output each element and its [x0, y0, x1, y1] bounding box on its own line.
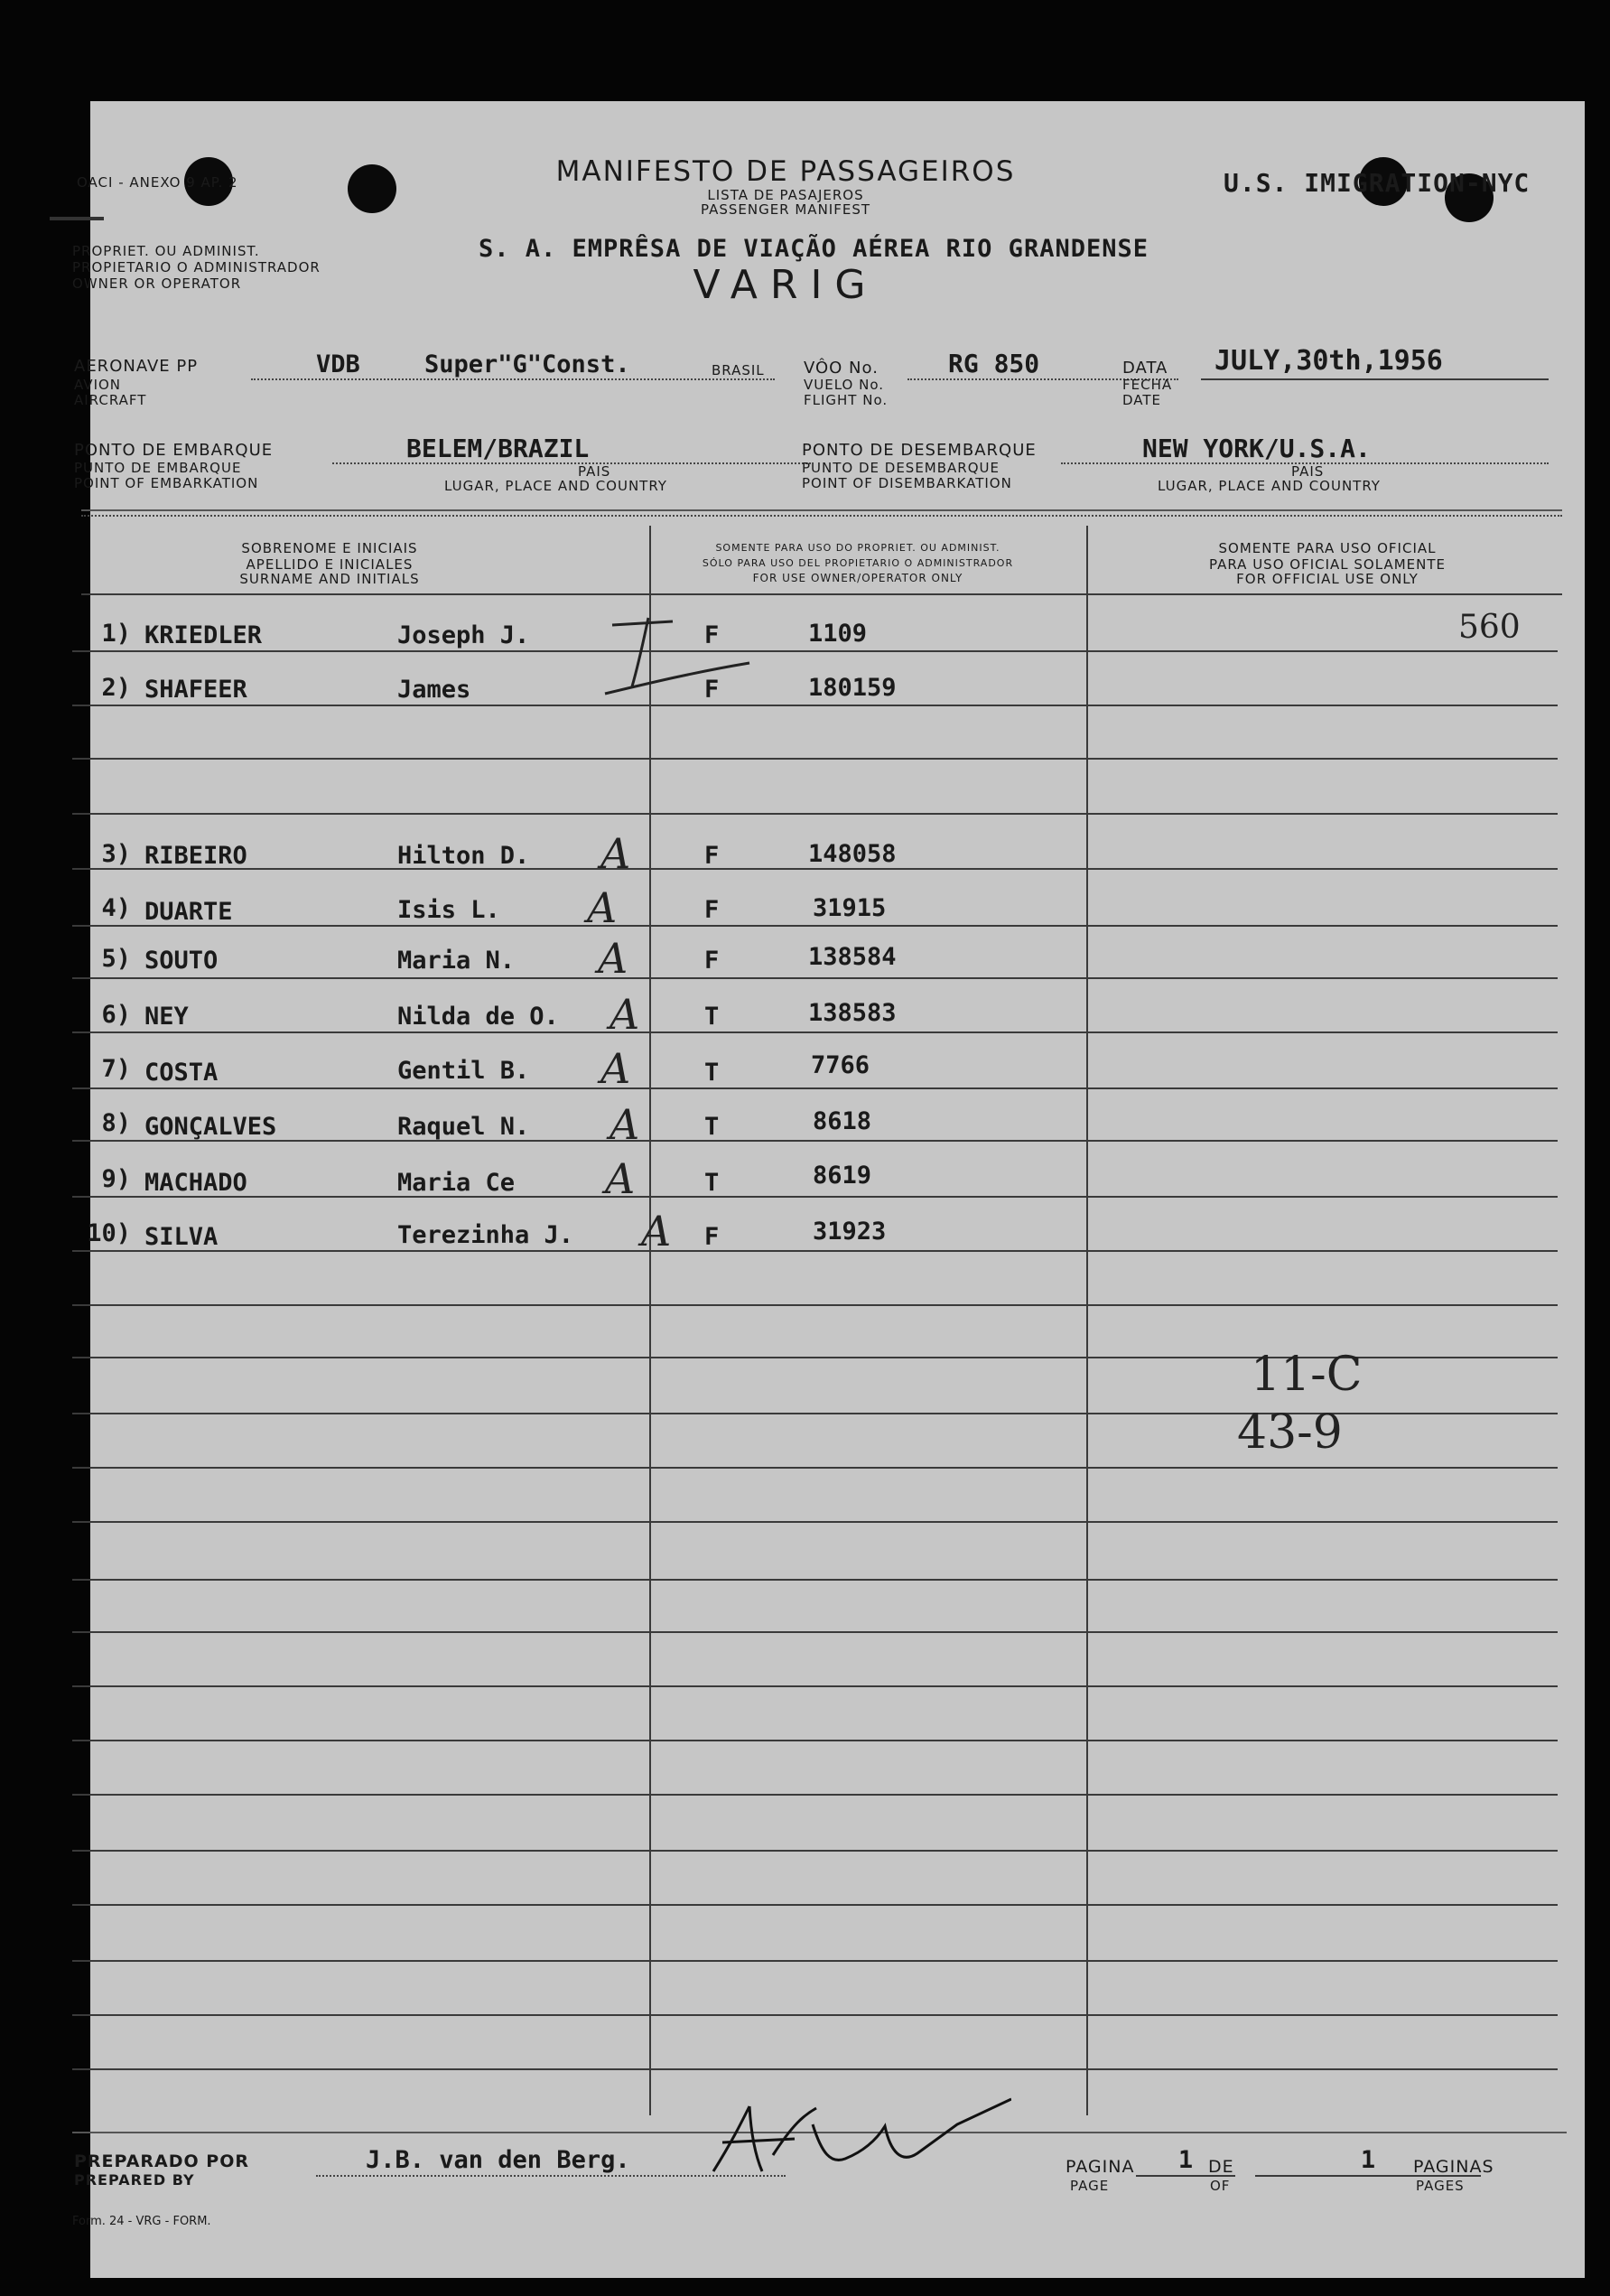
handwritten-mark: A [610, 990, 640, 1039]
row-number: 6) [101, 1001, 131, 1029]
col-name-es: APELLIDO E INICIALES [246, 556, 414, 573]
surname: GONÇALVES [144, 1113, 277, 1141]
page-label-en: PAGE [1070, 2178, 1110, 2194]
margin-mark [50, 217, 104, 220]
ruled-line [72, 1960, 1558, 1962]
ruled-line [72, 1521, 1558, 1523]
owner-label-en: OWNER OR OPERATOR [72, 275, 242, 292]
flight-label: VÔO No. [804, 359, 879, 378]
ruled-line [72, 1794, 1558, 1796]
prepared-label: PREPARADO POR [74, 2151, 250, 2171]
ticket-number: 8619 [813, 1162, 872, 1190]
ruled-line [72, 868, 1558, 870]
aircraft-type: Super"G"Const. [424, 350, 630, 378]
class-code: F [704, 621, 720, 649]
handwritten-mark: A [605, 1154, 636, 1203]
country-label: PAIS [578, 463, 611, 480]
embark-label: PONTO DE EMBARQUE [74, 441, 274, 460]
given-name: Isis L. [397, 896, 500, 924]
table-top-rule [81, 509, 1562, 511]
brasil-label: BRASIL [712, 362, 765, 378]
class-code: T [704, 1003, 720, 1031]
brand-name: VARIG [693, 262, 879, 308]
subtitle-en: PASSENGER MANIFEST [700, 201, 871, 218]
given-name: Maria N. [397, 947, 516, 975]
surname: NEY [144, 1003, 189, 1031]
row-number: 9) [101, 1165, 131, 1193]
handwritten-note: 11-C [1251, 1348, 1363, 1402]
fill-line [251, 378, 775, 380]
given-name: Raquel N. [397, 1113, 530, 1141]
ruled-line [72, 925, 1558, 927]
place-label-2: LUGAR, PLACE AND COUNTRY [1158, 478, 1381, 494]
flight-label-en: FLIGHT No. [804, 392, 889, 408]
column-divider [1086, 526, 1088, 2115]
ruled-line [72, 1740, 1558, 1741]
row-number: 2) [101, 674, 131, 702]
given-name: Hilton D. [397, 842, 530, 870]
ticket-number: 1109 [808, 620, 868, 648]
row-number: 4) [101, 894, 131, 922]
ticket-number: 31923 [813, 1218, 887, 1246]
col-official-es: PARA USO OFICIAL SOLAMENTE [1209, 556, 1446, 573]
ruled-line [72, 813, 1558, 815]
class-code: F [704, 896, 720, 924]
class-code: F [704, 1223, 720, 1251]
col-owner-pt: SOMENTE PARA USO DO PROPRIET. OU ADMINIST. [715, 542, 1000, 554]
row-number: 7) [101, 1055, 131, 1083]
of-label: DE [1208, 2157, 1234, 2177]
col-official-en: FOR OFFICIAL USE ONLY [1236, 571, 1419, 587]
ruled-line [72, 1685, 1558, 1687]
row-number: 3) [101, 840, 131, 868]
embark-label-en: POINT OF EMBARKATION [74, 475, 259, 491]
surname: COSTA [144, 1059, 219, 1087]
ticket-number: 8618 [813, 1107, 872, 1135]
class-code: T [704, 1169, 720, 1197]
ruled-line [72, 1087, 1558, 1089]
ruled-line [72, 1304, 1558, 1306]
prepared-label-en: PREPARED BY [74, 2171, 195, 2189]
ruled-line [72, 1579, 1558, 1581]
col-owner-en: FOR USE OWNER/OPERATOR ONLY [752, 572, 963, 584]
flight-label-es: VUELO No. [804, 377, 885, 393]
handwritten-mark: A [641, 1207, 672, 1255]
owner-label-es: PROPIETARIO O ADMINISTRADOR [72, 259, 321, 275]
ticket-number: 7766 [811, 1051, 870, 1079]
surname: KRIEDLER [144, 621, 263, 649]
ruled-line [72, 1031, 1558, 1033]
official-number: 560 [1458, 609, 1521, 646]
ruled-line [72, 2014, 1558, 2016]
header-rule [81, 593, 1562, 595]
ruled-line [72, 705, 1558, 706]
class-code: F [704, 676, 720, 704]
handwritten-mark: A [610, 1100, 640, 1149]
subtitle-es: LISTA DE PASAJEROS [707, 187, 864, 203]
manifest-title: MANIFESTO DE PASSAGEIROS [555, 155, 1016, 188]
ticket-number: 138584 [808, 943, 897, 971]
ruled-line [72, 1467, 1558, 1469]
handwritten-note: 43-9 [1237, 1405, 1343, 1460]
ticket-number: 138583 [808, 999, 897, 1027]
col-name-en: SURNAME AND INITIALS [239, 571, 420, 587]
disembark-label: PONTO DE DESEMBARQUE [802, 441, 1037, 460]
owner-label-pt: PROPRIET. OU ADMINIST. [72, 243, 260, 259]
date-label-en: DATE [1122, 392, 1162, 408]
disembark-label-en: POINT OF DISEMBARKATION [802, 475, 1012, 491]
ruled-line [72, 1850, 1558, 1852]
ruled-line [72, 2068, 1558, 2070]
class-code: F [704, 947, 720, 975]
aircraft-label-en: AIRCRAFT [74, 392, 147, 408]
ruled-line [72, 758, 1558, 760]
aircraft-label-es: AVION [74, 377, 122, 393]
page-label: PAGINA [1066, 2157, 1135, 2177]
row-number: 8) [101, 1109, 131, 1137]
country-label-2: PAIS [1291, 463, 1325, 480]
class-code: T [704, 1113, 720, 1141]
pages-label-en: PAGES [1416, 2178, 1465, 2194]
ruled-line [72, 1250, 1558, 1252]
disembark-label-es: PUNTO DE DESEMBARQUE [802, 460, 1000, 476]
fill-line [1201, 378, 1549, 380]
ticket-number: 148058 [808, 840, 897, 868]
surname: SILVA [144, 1223, 219, 1251]
ruled-line [72, 977, 1558, 979]
page-number: 1 [1177, 2146, 1194, 2174]
handwritten-mark: A [600, 1044, 631, 1093]
icao-code: OACI - ANEXO 9 AP. 2 [77, 174, 238, 191]
date-label-es: FECHA [1122, 377, 1173, 393]
class-code: T [704, 1059, 720, 1087]
table-top-rule-dots [81, 515, 1562, 517]
given-name: James [397, 676, 471, 704]
ruled-line [72, 1631, 1558, 1633]
handwritten-strike [596, 607, 758, 706]
given-name: Gentil B. [397, 1057, 530, 1085]
embark-label-es: PUNTO DE EMBARQUE [74, 460, 242, 476]
row-number: 5) [101, 945, 131, 973]
class-code: F [704, 842, 720, 870]
prepared-by: J.B. van den Berg. [366, 2146, 630, 2174]
flight-number: RG 850 [948, 349, 1040, 378]
aircraft-label: AERONAVE PP [74, 357, 199, 376]
place-label: LUGAR, PLACE AND COUNTRY [444, 478, 667, 494]
given-name: Nilda de O. [397, 1003, 559, 1031]
row-number: 1) [101, 620, 131, 648]
col-name-pt: SOBRENOME E INICIAIS [241, 540, 418, 556]
ticket-number: 31915 [813, 894, 887, 922]
row-number: 10) [87, 1219, 131, 1247]
column-divider [649, 526, 651, 2115]
form-code: Form. 24 - VRG - FORM. [72, 2215, 211, 2228]
date-label: DATA [1122, 359, 1168, 378]
surname: RIBEIRO [144, 842, 247, 870]
col-official-pt: SOMENTE PARA USO OFICIAL [1218, 540, 1437, 556]
handwritten-mark: A [598, 934, 628, 983]
given-name: Maria Ce [397, 1169, 516, 1197]
ruled-line [72, 1196, 1558, 1198]
given-name: Joseph J. [397, 621, 530, 649]
surname: DUARTE [144, 898, 233, 926]
col-owner-es: SÓLO PARA USO DEL PROPIETARIO O ADMINISTRADOR [702, 557, 1014, 569]
punch-hole [348, 164, 396, 213]
total-pages: 1 [1360, 2146, 1376, 2174]
ticket-number: 180159 [808, 674, 897, 702]
signature [686, 2088, 1011, 2188]
manifest-sheet [72, 101, 1585, 2278]
fill-line [332, 462, 811, 464]
handwritten-mark: A [600, 829, 631, 878]
disembark-place: NEW YORK/U.S.A. [1142, 434, 1371, 463]
immigration-stamp: U.S. IMIGRATION-NYC [1224, 168, 1531, 198]
flight-date: JULY,30th,1956 [1214, 345, 1443, 377]
embark-place: BELEM/BRAZIL [406, 434, 590, 463]
ruled-line [72, 1904, 1558, 1906]
ruled-line [72, 650, 1558, 652]
ruled-line [72, 1140, 1558, 1142]
of-label-en: OF [1210, 2178, 1231, 2194]
pages-label: PAGINAS [1413, 2157, 1494, 2177]
given-name: Terezinha J. [397, 1221, 574, 1249]
company-name: S. A. EMPRÊSA DE VIAÇÃO AÉREA RIO GRANDENSE [479, 235, 1149, 263]
surname: MACHADO [144, 1169, 247, 1197]
handwritten-mark: A [587, 883, 618, 932]
aircraft-reg: VDB [316, 350, 360, 378]
surname: SHAFEER [144, 676, 247, 704]
surname: SOUTO [144, 947, 219, 975]
